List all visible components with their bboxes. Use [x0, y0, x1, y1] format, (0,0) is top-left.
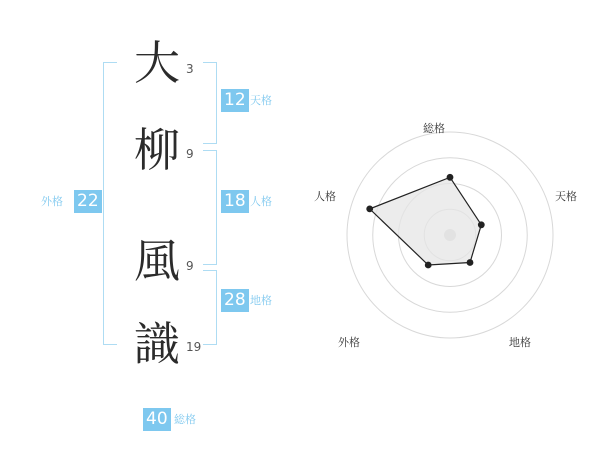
kanji-char-4: 識	[134, 317, 180, 371]
radar-data-point	[467, 259, 474, 266]
bracket-chikaku	[203, 270, 217, 345]
kanji-strokes-1: 3	[186, 62, 194, 76]
radar-chart-panel	[300, 0, 600, 470]
bracket-tenkaku	[203, 62, 217, 144]
name-panel	[0, 0, 300, 470]
radar-data-point	[447, 174, 454, 181]
kanji-strokes-2: 9	[186, 147, 194, 161]
badge-jinkaku-value: 18	[221, 190, 249, 213]
badge-gaikaku-value: 22	[74, 190, 102, 213]
badge-chikaku-label: 地格	[250, 294, 272, 307]
radar-data-point	[366, 206, 373, 213]
badge-jinkaku-label: 人格	[250, 195, 272, 208]
badge-soukaku-value: 40	[143, 408, 171, 431]
badge-soukaku-label: 総格	[174, 413, 196, 426]
radar-label-gaikaku: 外格	[338, 336, 360, 349]
bracket-jinkaku	[203, 150, 217, 265]
radar-data-point	[478, 221, 485, 228]
radar-data-point	[425, 262, 432, 269]
badge-chikaku-value: 28	[221, 289, 249, 312]
badge-tenkaku-label: 天格	[250, 94, 272, 107]
kanji-char-1: 大	[134, 36, 180, 90]
radar-label-jinkaku: 人格	[314, 190, 336, 203]
badge-tenkaku-value: 12	[221, 89, 249, 112]
badge-gaikaku-label: 外格	[41, 195, 63, 208]
kanji-char-3: 風	[134, 234, 180, 288]
radar-label-soukaku: 総格	[423, 122, 445, 135]
kanji-strokes-4: 19	[186, 340, 202, 354]
radar-label-chikaku: 地格	[509, 336, 531, 349]
kanji-strokes-3: 9	[186, 259, 194, 273]
kanji-char-2: 柳	[134, 123, 180, 177]
radar-chart-svg	[300, 0, 600, 470]
radar-label-tenkaku: 天格	[555, 190, 577, 203]
bracket-gaikaku	[103, 62, 117, 345]
